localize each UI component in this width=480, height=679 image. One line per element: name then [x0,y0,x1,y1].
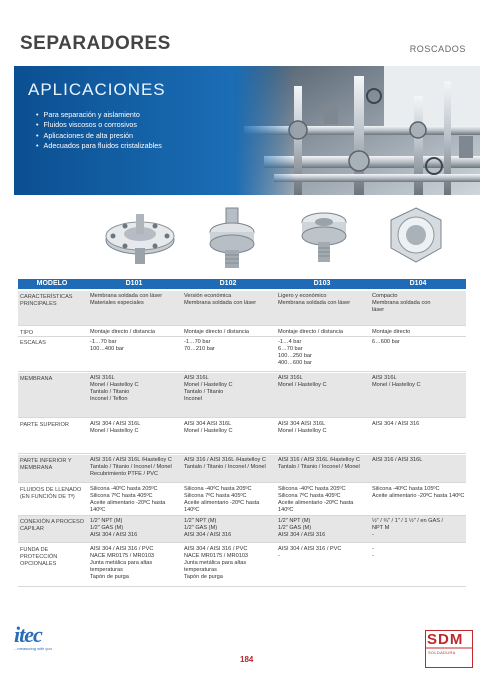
cell-line: AISI 304 / AISI 316 / PVC [278,546,342,552]
table-row [18,516,466,542]
row-divider [18,586,466,587]
itec-logo [14,622,52,651]
cell-line: Silicona -40ºC hasta 105ºC [372,486,440,492]
cell-d102 [184,486,274,514]
cell-line: AISI 304 AISI 316L [184,421,232,427]
col-header-d102: D102 [219,280,237,287]
cell-d103 [278,546,368,560]
cell-d103 [278,486,368,514]
cell-d103 [278,329,368,336]
cell-d102 [184,421,274,435]
cell-line: -1…70 bar [184,339,211,345]
cell-d103 [278,518,368,539]
cell-line: Aceite alimentario -20ºC hasta 140ºC [90,500,166,513]
cell-line: AISI 316 / AISI 316L /Hastelloy C [184,457,266,463]
cell-d104 [372,293,466,314]
cell-d102 [184,518,274,539]
cell-line: Monel / Hastelloy C [184,382,233,388]
d102-threaded-seal-image [187,200,277,274]
applications-list [36,110,162,152]
cell-line: -1…70 bar [90,339,117,345]
cell-line: Recubrimiento PTFE / PVC [90,471,159,477]
cell-line: AISI 316 / AISI 316L [372,457,423,463]
cell-line: AISI 304 / AISI 316 [278,532,326,538]
col-header-d101: D101 [125,280,143,287]
cell-line: Aceite alimentario -20ºC hasta 140ºC [278,500,354,513]
cell-d101 [90,518,180,539]
cell-line: 1/2" GAS (M) [184,525,218,531]
row-label: FUNDA DE PROTECCIÓN OPCIONALES [20,547,58,567]
cell-line: Inconel / Teflon [90,396,128,402]
page-title: SEPARADORES [20,33,171,54]
cell-line: AISI 316L [184,375,209,381]
row-divider [18,417,466,418]
cell-line: Aceite alimentario -20ºC hasta 140ºC [184,500,260,513]
cell-d102 [184,329,274,336]
cell-line: NPT M [372,525,390,531]
cell-line: Compacto [372,293,398,299]
cell-d103 [278,339,368,367]
cell-line: 6…600 bar [372,339,400,345]
cell-d104 [372,518,466,539]
cell-line: Monel / Hastelloy C [184,428,233,434]
table-row [18,327,466,336]
itec-logo-text: itec [14,622,42,647]
table-row [18,373,466,417]
table-row [18,455,466,482]
row-label: PARTE SUPERIOR [20,422,69,428]
cell-d102 [184,457,274,471]
cell-line: AISI 316L [372,375,397,381]
row-divider [18,482,466,483]
cell-line: Silicona 7ºC hasta 405ºC [278,493,341,499]
cell-line: Membrana soldada con [372,300,431,306]
cell-line: Membrana soldada con láser [278,300,351,306]
col-header-d104: D104 [409,280,427,287]
cell-line: 1/2" GAS (M) [278,525,312,531]
cell-line: 400…600 bar [278,360,312,366]
product-photos [0,200,480,274]
cell-d104 [372,421,466,428]
cell-line: Monel / Hastelloy C [278,428,327,434]
cell-d102 [184,375,274,403]
cell-line: NACE MR0175 / MR0103 [184,553,249,559]
cell-line: AISI 304 AISI 316L [278,421,326,427]
cell-line: AISI 316 / AISI 316L /Hastelloy C [278,457,360,463]
cell-line: -1…4 bar [278,339,302,345]
cell-line: Monel / Hastelloy C [90,428,139,434]
cell-d104 [372,339,466,346]
cell-d102 [184,339,274,353]
sdm-logo [425,630,473,668]
cell-line: Monel / Hastelloy C [278,382,327,388]
cell-line: AISI 304 / AISI 316 [372,421,420,427]
row-label: CARACTERÍSTICAS PRINCIPALES [20,294,73,307]
d103-compact-seal-image [279,200,369,274]
industrial-plant-photo [234,66,480,195]
cell-d101 [90,375,180,403]
cell-line: AISI 316 / AISI 316L /Hastelloy C [90,457,172,463]
banner-title: APLICACIONES [28,80,166,99]
cell-line: 70…210 bar [184,346,215,352]
cell-line: - [372,532,374,538]
cell-line: 1/2" NPT (M) [90,518,123,524]
cell-line: Silicona -40ºC hasta 205ºC [278,486,346,492]
cell-d101 [90,421,180,435]
row-divider [18,542,466,543]
cell-d101 [90,293,180,307]
page-number: 184 [240,655,254,664]
col-header-d103: D103 [313,280,331,287]
cell-line: Junta metálica para altas temperaturas [90,560,153,573]
cell-d101 [90,546,180,581]
cell-line: Montaje directo / distancia [278,329,343,335]
application-item: • Fluidos viscosos o corrosivos [36,120,162,130]
row-label: ESCALAS [20,340,46,346]
cell-line: 100…400 bar [90,346,124,352]
cell-line: Montaje directo [372,329,411,335]
cell-line: - [372,546,374,552]
cell-d104 [372,375,466,389]
cell-line: AISI 304 / AISI 316 [90,532,138,538]
cell-line: Junta metálica para altas temperaturas [184,560,247,573]
page-header [0,0,480,66]
cell-line: Silicona -40ºC hasta 205ºC [90,486,158,492]
cell-line: Ligero y económico [278,293,327,299]
cell-line: Tantalo / Titanio [184,389,224,395]
cell-line: Monel / Hastelloy C [90,382,139,388]
application-item: • Aplicaciones de alta presión [36,131,162,141]
cell-d101 [90,457,180,478]
table-row [18,291,466,325]
cell-line: Versión económica [184,293,232,299]
sdm-logo-subtext: SOLDADURA [428,650,456,655]
cell-line: Tantalo / Titanio [90,389,130,395]
cell-line: Materiales especiales [90,300,144,306]
cell-line: Montaje directo / distancia [184,329,249,335]
sdm-logo-text: SDM [427,631,464,648]
application-item: • Para separación y aislamiento [36,110,162,120]
row-label: PARTE INFERIOR Y MEMBRANA [20,458,72,471]
cell-line: Montaje directo / distancia [90,329,155,335]
cell-d102 [184,293,274,307]
cell-line: Silicona 7ºC hasta 405ºC [184,493,247,499]
cell-line: AISI 304 / AISI 316 [184,532,232,538]
d101-flange-seal-image [95,200,185,274]
cell-line: Inconel [184,396,203,402]
cell-line: AISI 304 / AISI 316 / PVC [90,546,154,552]
row-label: TIPO [20,330,34,336]
cell-d103 [278,421,368,435]
cell-line: - [278,553,280,559]
itec-tagline: ...measuring with you [14,646,52,651]
cell-line: AISI 316L [278,375,303,381]
cell-d103 [278,293,368,307]
cell-line: AISI 304 / AISI 316L [90,421,141,427]
cell-d104 [372,329,466,336]
table-header-row [18,279,466,289]
cell-d101 [90,339,180,353]
cell-line: 1/2" NPT (M) [278,518,311,524]
cell-line: Tantalo / Titanio / Inconel / Monel [278,464,360,470]
cell-line: Aceite alimentario -20ºC hasta 140ºC [372,493,465,499]
cell-d103 [278,457,368,471]
cell-line: Tapón de purga [184,574,223,580]
application-item: • Adecuados para fluidos cristalizables [36,141,162,151]
row-divider [18,453,466,454]
table-row [18,337,466,371]
row-divider [18,371,466,372]
cell-line: NACE MR0175 / MR0103 [90,553,155,559]
applications-banner [14,66,480,195]
cell-d104 [372,457,466,464]
cell-d104 [372,486,466,500]
cell-line: Tantalo / Titanio / Inconel / Monel [90,464,172,470]
cell-d103 [278,375,368,389]
table-row [18,484,466,515]
cell-line: AISI 304 / AISI 316 / PVC [184,546,248,552]
cell-line: Monel / Hastelloy C [372,382,421,388]
cell-line: Tapón de purga [90,574,129,580]
cell-line: 1/2" NPT (M) [184,518,217,524]
col-header-model: MODELO [36,280,68,287]
cell-line: Membrana soldada con láser [184,300,257,306]
row-divider [18,325,466,326]
cell-line: Membrana soldada con láser [90,293,163,299]
row-label: MEMBRANA [20,376,53,382]
cell-d102 [184,546,274,581]
cell-line: Silicona -40ºC hasta 205ºC [184,486,252,492]
table-row [18,419,466,453]
d104-threaded-ring-image [371,200,461,274]
cell-line: 100…250 bar [278,353,312,359]
cell-d104 [372,546,466,560]
cell-line: - [372,553,374,559]
cell-line: láser [372,307,385,313]
row-label: CONEXIÓN A PROCESO CAPILAR [20,519,85,532]
cell-d101 [90,329,180,336]
cell-line: Silicona 7ºC hasta 405ºC [90,493,153,499]
row-label: FLUIDOS DE LLENADO (EN FUNCIÓN DE Tª) [20,487,82,500]
cell-line: ½" / ¾" / 1" / 1 ½" / en GAS / [372,518,444,524]
cell-line: AISI 316L [90,375,115,381]
table-row [18,544,466,586]
cell-line: Tantalo / Titanio / Inconel / Monel [184,464,266,470]
cell-d101 [90,486,180,514]
page-subtitle: ROSCADOS [409,44,466,54]
cell-line: 1/2" GAS (M) [90,525,124,531]
cell-line: 6…70 bar [278,346,303,352]
